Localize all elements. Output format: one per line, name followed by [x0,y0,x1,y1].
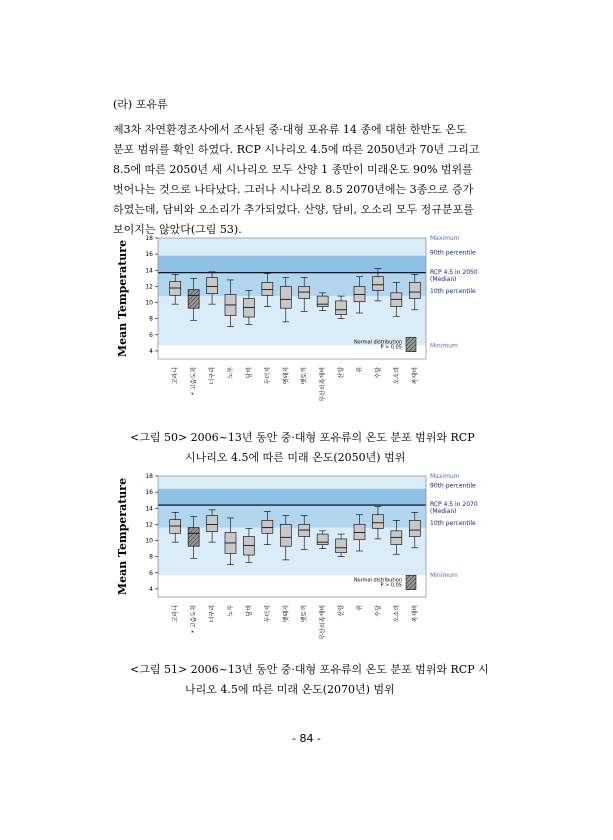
category-label: 두더지 [264,605,272,623]
label-10th-percentile: 10th percentile [430,519,476,527]
paragraph-line: 벗어나는 것으로 나타났다. 그러나 시나리오 8.5 2070년에는 3종으로 증가 [113,183,474,196]
category-label: 너구리 [209,605,217,623]
box-iqr [317,534,328,544]
label-10th-percentile: 10th percentile [430,288,476,296]
box-iqr [243,299,254,318]
category-label: 오소리 [393,367,401,385]
legend-title: Normal distribution [353,339,402,346]
category-label: * 고슴도치 [190,605,198,634]
y-tick-label: 14 [145,505,153,513]
caption-figure-50 [130,428,475,468]
box-iqr [170,282,181,296]
category-label: 산양 [338,367,346,379]
y-tick-label: 18 [145,473,153,480]
label-median-scenario: (Median) [430,275,457,283]
figure-51 [108,470,508,660]
label-median-scenario: RCP 4.5 in 2050 [430,268,478,276]
box-iqr [280,524,291,546]
category-label: 멧토끼 [301,367,309,385]
category-label: 수달 [374,605,382,617]
box-iqr [207,516,218,532]
boxplot-chart-2050 [108,232,508,432]
box-iqr [372,277,383,291]
box-iqr [372,515,383,529]
y-tick-label: 12 [145,521,153,529]
box-iqr [391,293,402,307]
category-label: 두더지 [264,367,272,385]
category-label: 무산쇠족제비 [319,367,327,402]
caption-line: <그림 51> 2006~13년 동안 중·대형 포유류의 온도 분포 범위와 RCP 시 [130,663,489,676]
category-label: 멧토끼 [301,605,309,623]
category-label: 노루 [227,605,235,617]
box-iqr [299,524,310,536]
legend-note: P > 0.05 [380,582,402,589]
label-maximum: Maximum [430,235,460,242]
box-iqr [354,524,365,539]
band-median-p90 [158,256,426,273]
caption-line: 나리오 4.5에 따른 미래 온도(2070년) 범위 [185,683,395,696]
category-label: 무산쇠족제비 [319,605,327,640]
box-iqr [317,296,328,306]
box-iqr [170,520,181,534]
caption-figure-51 [130,660,489,700]
legend-note: P > 0.05 [380,344,402,351]
box-iqr [336,539,347,553]
box-iqr [299,286,310,298]
y-tick-label: 6 [149,569,153,577]
category-label: 멧돼지 [282,605,290,623]
category-label: 담비 [245,605,253,617]
y-tick-label: 4 [149,585,153,593]
category-label: 너구리 [209,367,217,385]
boxplot-chart-2070 [108,470,508,660]
y-tick-label: 16 [145,489,153,497]
paragraph-line: 하였는데, 담비와 오소리가 추가되었다. 산양, 담비, 오소리 모두 정규분포를 [113,203,474,216]
y-tick-label: 4 [149,347,153,355]
label-90th-percentile: 90th percentile [430,249,476,257]
legend-swatch [406,337,416,352]
box-iqr [391,531,402,545]
y-tick-label: 12 [145,283,153,291]
category-label: 족제비 [411,605,419,623]
paragraph-line: 8.5에 따른 2050년 세 시나리오 모두 산양 1 종만이 미래온도 90% 범위를 [113,163,473,176]
category-label: 수달 [374,367,382,379]
box-iqr [280,286,291,308]
y-tick-label: 8 [149,315,153,323]
legend-title: Normal distribution [353,577,402,584]
y-tick-label: 6 [149,331,153,339]
label-minimum: Minimum [430,572,458,580]
y-tick-label: 18 [145,235,153,242]
category-label: 멧돼지 [282,367,290,385]
section-title: (라) 포유류 [113,98,168,111]
category-label: 담비 [245,367,253,379]
figure-50 [108,232,508,432]
box-iqr [336,301,347,315]
box-iqr [354,286,365,301]
box-iqr [188,528,199,547]
y-axis-label: Mean Temperature [116,239,129,358]
body-paragraph [113,120,505,240]
paragraph-line: 제3차 자연환경조사에서 조사된 중·대형 포유류 14 종에 대한 한반도 온도 [113,123,467,136]
page-number: - 84 - [292,732,321,745]
y-tick-label: 14 [145,267,153,275]
y-tick-label: 10 [145,299,153,307]
box-iqr [207,278,218,294]
category-label: 쥐 [356,367,364,373]
paragraph-line: 보이지는 않았다(그림 53). [113,223,242,236]
band-median-p90 [158,489,426,505]
category-label: 족제비 [411,367,419,385]
category-label: 노루 [227,367,235,379]
y-tick-label: 16 [145,251,153,259]
y-tick-label: 8 [149,553,153,561]
label-median-scenario: (Median) [430,508,457,516]
box-iqr [409,520,420,536]
box-iqr [262,520,273,533]
label-minimum: Minimum [430,342,458,350]
box-iqr [243,537,254,556]
y-axis-label: Mean Temperature [116,477,129,596]
caption-line: 시나리오 4.5에 따른 미래 온도(2050년) 범위 [185,451,406,464]
label-maximum: Maximum [430,473,460,480]
box-iqr [409,282,420,298]
category-label: 산양 [338,605,346,617]
y-tick-label: 10 [145,537,153,545]
box-iqr [188,290,199,309]
category-label: 오소리 [393,605,401,623]
category-label: 고라니 [172,367,180,385]
category-label: 고라니 [172,605,180,623]
category-label: 쥐 [356,605,364,611]
label-median-scenario: RCP 4.5 in 2070 [430,501,478,509]
category-label: * 고슴도치 [190,367,198,396]
legend-swatch [406,575,416,590]
label-90th-percentile: 90th percentile [430,482,476,490]
box-iqr [262,282,273,295]
paragraph-line: 분포 범위를 확인 하였다. RCP 시나리오 4.5에 따른 2050년과 70년 그리고 [113,143,480,156]
caption-line: <그림 50> 2006~13년 동안 중·대형 포유류의 온도 분포 범위와 RCP [130,431,475,444]
